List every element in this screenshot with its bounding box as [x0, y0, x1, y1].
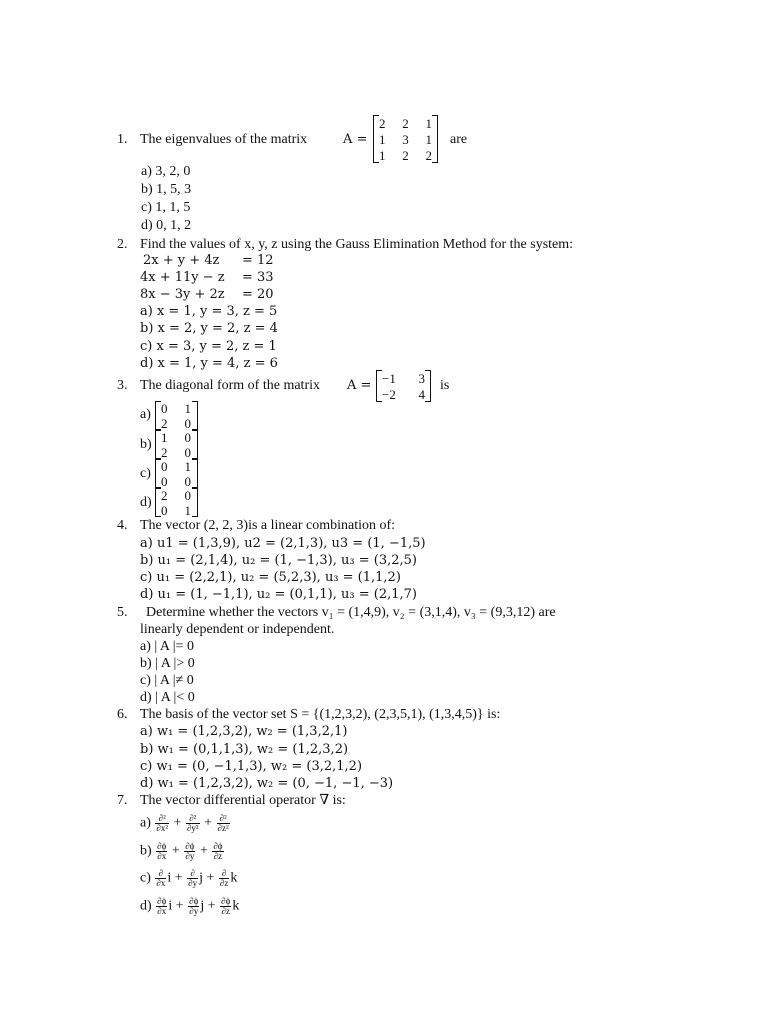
matrix-cell: 3 [402, 132, 409, 147]
partial-fraction: $\frac{\partial}{\partial x}$ [156, 868, 166, 888]
option-label: b) [140, 843, 152, 859]
q1-matrix [373, 115, 438, 163]
matrix-cell: 0 [184, 445, 191, 460]
matrix-cell: 1 [184, 459, 191, 474]
matrix-cell: 0 [161, 503, 168, 518]
partial-fraction: $\frac{\partial\phi}{\partial x}$ [157, 896, 167, 916]
q6-option-a: a) w₁ = (1,2,3,2), w₂ = (1,3,2,1) [140, 724, 348, 739]
q3-option-b-label: b) [140, 437, 152, 452]
matrix-cell: 0 [161, 474, 168, 489]
matrix-cell: 1 [379, 148, 386, 163]
q2-eq3-lhs: 8x − 3y + 2z [140, 287, 225, 302]
q2-option-d: d) x = 1, y = 4, z = 6 [140, 356, 278, 371]
q6-text: The basis of the vector set S = {(1,2,3,2), (2,3,5,1), (1,3,4,5)} is: [140, 707, 501, 722]
q3-option-b-matrix [155, 430, 198, 459]
matrix-cell: 1 [379, 132, 386, 147]
matrix-cell: 1 [184, 401, 191, 416]
matrix-cell: 0 [184, 416, 191, 431]
matrix-cell: 1 [161, 430, 168, 445]
partial-fraction: $\frac{\text{∂²}}{\text{∂y²}}$ [186, 813, 199, 833]
q3-equals: A = [347, 378, 372, 393]
q1-option-b: b) 1, 5, 3 [141, 182, 192, 197]
matrix-cell: −2 [382, 387, 396, 402]
q5-text: Determine whether the vectors v₁ = (1,4,9), v₂ = (3,1,4), v₃ = (9,3,12) are [146, 605, 556, 620]
q5-option-a: a) | A |= 0 [140, 639, 194, 654]
q1-text: The eigenvalues of the matrix [140, 132, 308, 147]
matrix-cell: 0 [184, 474, 191, 489]
matrix-cell: 2 [425, 148, 432, 163]
matrix-cell: 0 [184, 430, 191, 445]
q1-number: 1. [117, 132, 128, 147]
partial-fraction: $\frac{\partial\phi}{\partial z}$ [213, 841, 223, 861]
q5-option-c: c) | A |≠ 0 [140, 673, 194, 688]
matrix-cell: 1 [184, 503, 191, 518]
q4-option-a: a) u1 = (1,3,9), u2 = (2,1,3), u3 = (1, −1,5) [140, 536, 426, 551]
q3-number: 3. [117, 378, 128, 393]
q3-after: is [440, 378, 450, 393]
q3-option-a-matrix [155, 401, 198, 430]
q3-matrix [376, 370, 431, 402]
q2-eq2-rhs: = 33 [242, 270, 274, 285]
q7-option-a: a) $\frac{\text{∂²}}{\text{∂x²}}$ + $\frac{\text{∂²}}{\text{∂y²}}$ + $\frac{\text{∂²}}{\text{∂z²}}$ [140, 813, 229, 833]
partial-fraction: $\frac{\partial}{\partial y}$ [188, 868, 198, 888]
matrix-cell: 0 [184, 488, 191, 503]
q4-text: The vector (2, 2, 3)is a linear combination of: [140, 518, 396, 533]
q3-option-a-label: a) [140, 407, 151, 422]
q2-eq1-rhs: = 12 [242, 253, 274, 268]
q7-option-b: b) $\frac{\partial\phi}{\partial x}$ + $\frac{\partial\phi}{\partial y}$ + $\frac{\partial\phi}{\partial z}$ [140, 841, 223, 861]
q2-text: Find the values of x, y, z using the Gauss Elimination Method for the system: [140, 237, 574, 252]
matrix-cell: 1 [425, 116, 432, 131]
matrix-cell: 1 [425, 132, 432, 147]
q4-option-d: d) u₁ = (1, −1,1), u₂ = (0,1,1), u₃ = (2,1,7) [140, 587, 417, 602]
q6-option-d: d) w₁ = (1,2,3,2), w₂ = (0, −1, −1, −3) [140, 776, 394, 791]
q6-option-c: c) w₁ = (0, −1,1,3), w₂ = (3,2,1,2) [140, 759, 363, 774]
matrix-cell: 2 [402, 116, 409, 131]
q6-number: 6. [117, 707, 128, 722]
partial-fraction: $\frac{\partial\phi}{\partial y}$ [185, 841, 195, 861]
q5-text-continued: linearly dependent or independent. [140, 622, 335, 637]
q1-option-c: c) 1, 1, 5 [141, 200, 191, 215]
q5-option-b: b) | A |> 0 [140, 656, 195, 671]
q4-option-b: b) u₁ = (2,1,4), u₂ = (1, −1,3), u₃ = (3,2,5) [140, 553, 417, 568]
q2-option-c: c) x = 3, y = 2, z = 1 [140, 339, 277, 354]
option-label: d) [140, 898, 152, 914]
partial-fraction: $\frac{\partial\phi}{\partial x}$ [157, 841, 167, 861]
q2-eq1-lhs: 2x + y + 4z [143, 253, 220, 268]
matrix-cell: 4 [418, 387, 425, 402]
q1-option-d: d) 0, 1, 2 [141, 218, 192, 233]
q1-after: are [450, 132, 468, 147]
q7-text: The vector differential operator ∇ is: [140, 793, 346, 808]
q7-option-c: c) $\frac{\partial}{\partial x}$ i + $\frac{\partial}{\partial y}$ j + $\frac{\partial}{\partial z}$ k [140, 868, 238, 888]
matrix-cell: 2 [161, 488, 168, 503]
q7-option-d: d) $\frac{\partial\phi}{\partial x}$ i + $\frac{\partial\phi}{\partial y}$ j + $\frac{\partial\phi}{\partial z}$ k [140, 896, 240, 916]
q2-option-a: a) x = 1, y = 3, z = 5 [140, 304, 278, 319]
q2-number: 2. [117, 237, 128, 252]
q7-number: 7. [117, 793, 128, 808]
q2-option-b: b) x = 2, y = 2, z = 4 [140, 321, 278, 336]
matrix-cell: 2 [161, 416, 168, 431]
option-label: c) [140, 870, 151, 886]
q2-eq3-rhs: = 20 [242, 287, 274, 302]
matrix-cell: 2 [379, 116, 386, 131]
partial-fraction: $\frac{\text{∂²}}{\text{∂x²}}$ [156, 813, 169, 833]
q2-eq2-lhs: 4x + 11y − z [140, 270, 225, 285]
matrix-cell: 2 [402, 148, 409, 163]
q4-number: 4. [117, 518, 128, 533]
q1-equals: A = [343, 132, 368, 147]
matrix-cell: 0 [161, 401, 168, 416]
q6-option-b: b) w₁ = (0,1,1,3), w₂ = (1,2,3,2) [140, 742, 349, 757]
q1-option-a: a) 3, 2, 0 [141, 164, 191, 179]
matrix-cell: −1 [382, 371, 396, 386]
matrix-cell: 3 [418, 371, 425, 386]
option-label: a) [140, 815, 151, 831]
partial-fraction: $\frac{\partial\phi}{\partial z}$ [221, 896, 231, 916]
q3-option-d-label: d) [140, 495, 152, 510]
q3-option-c-matrix [155, 459, 198, 488]
q4-option-c: c) u₁ = (2,2,1), u₂ = (5,2,3), u₃ = (1,1,2) [140, 570, 401, 585]
q3-option-d-matrix [155, 488, 198, 517]
matrix-cell: 0 [161, 459, 168, 474]
q5-option-d: d) | A |< 0 [140, 690, 195, 705]
q3-option-c-label: c) [140, 466, 151, 481]
q3-text: The diagonal form of the matrix [140, 378, 320, 393]
partial-fraction: $\frac{\text{∂²}}{\text{∂z²}}$ [217, 813, 229, 833]
matrix-cell: 2 [161, 445, 168, 460]
partial-fraction: $\frac{\partial}{\partial z}$ [219, 868, 229, 888]
partial-fraction: $\frac{\partial\phi}{\partial y}$ [189, 896, 199, 916]
q5-number: 5. [117, 605, 128, 620]
